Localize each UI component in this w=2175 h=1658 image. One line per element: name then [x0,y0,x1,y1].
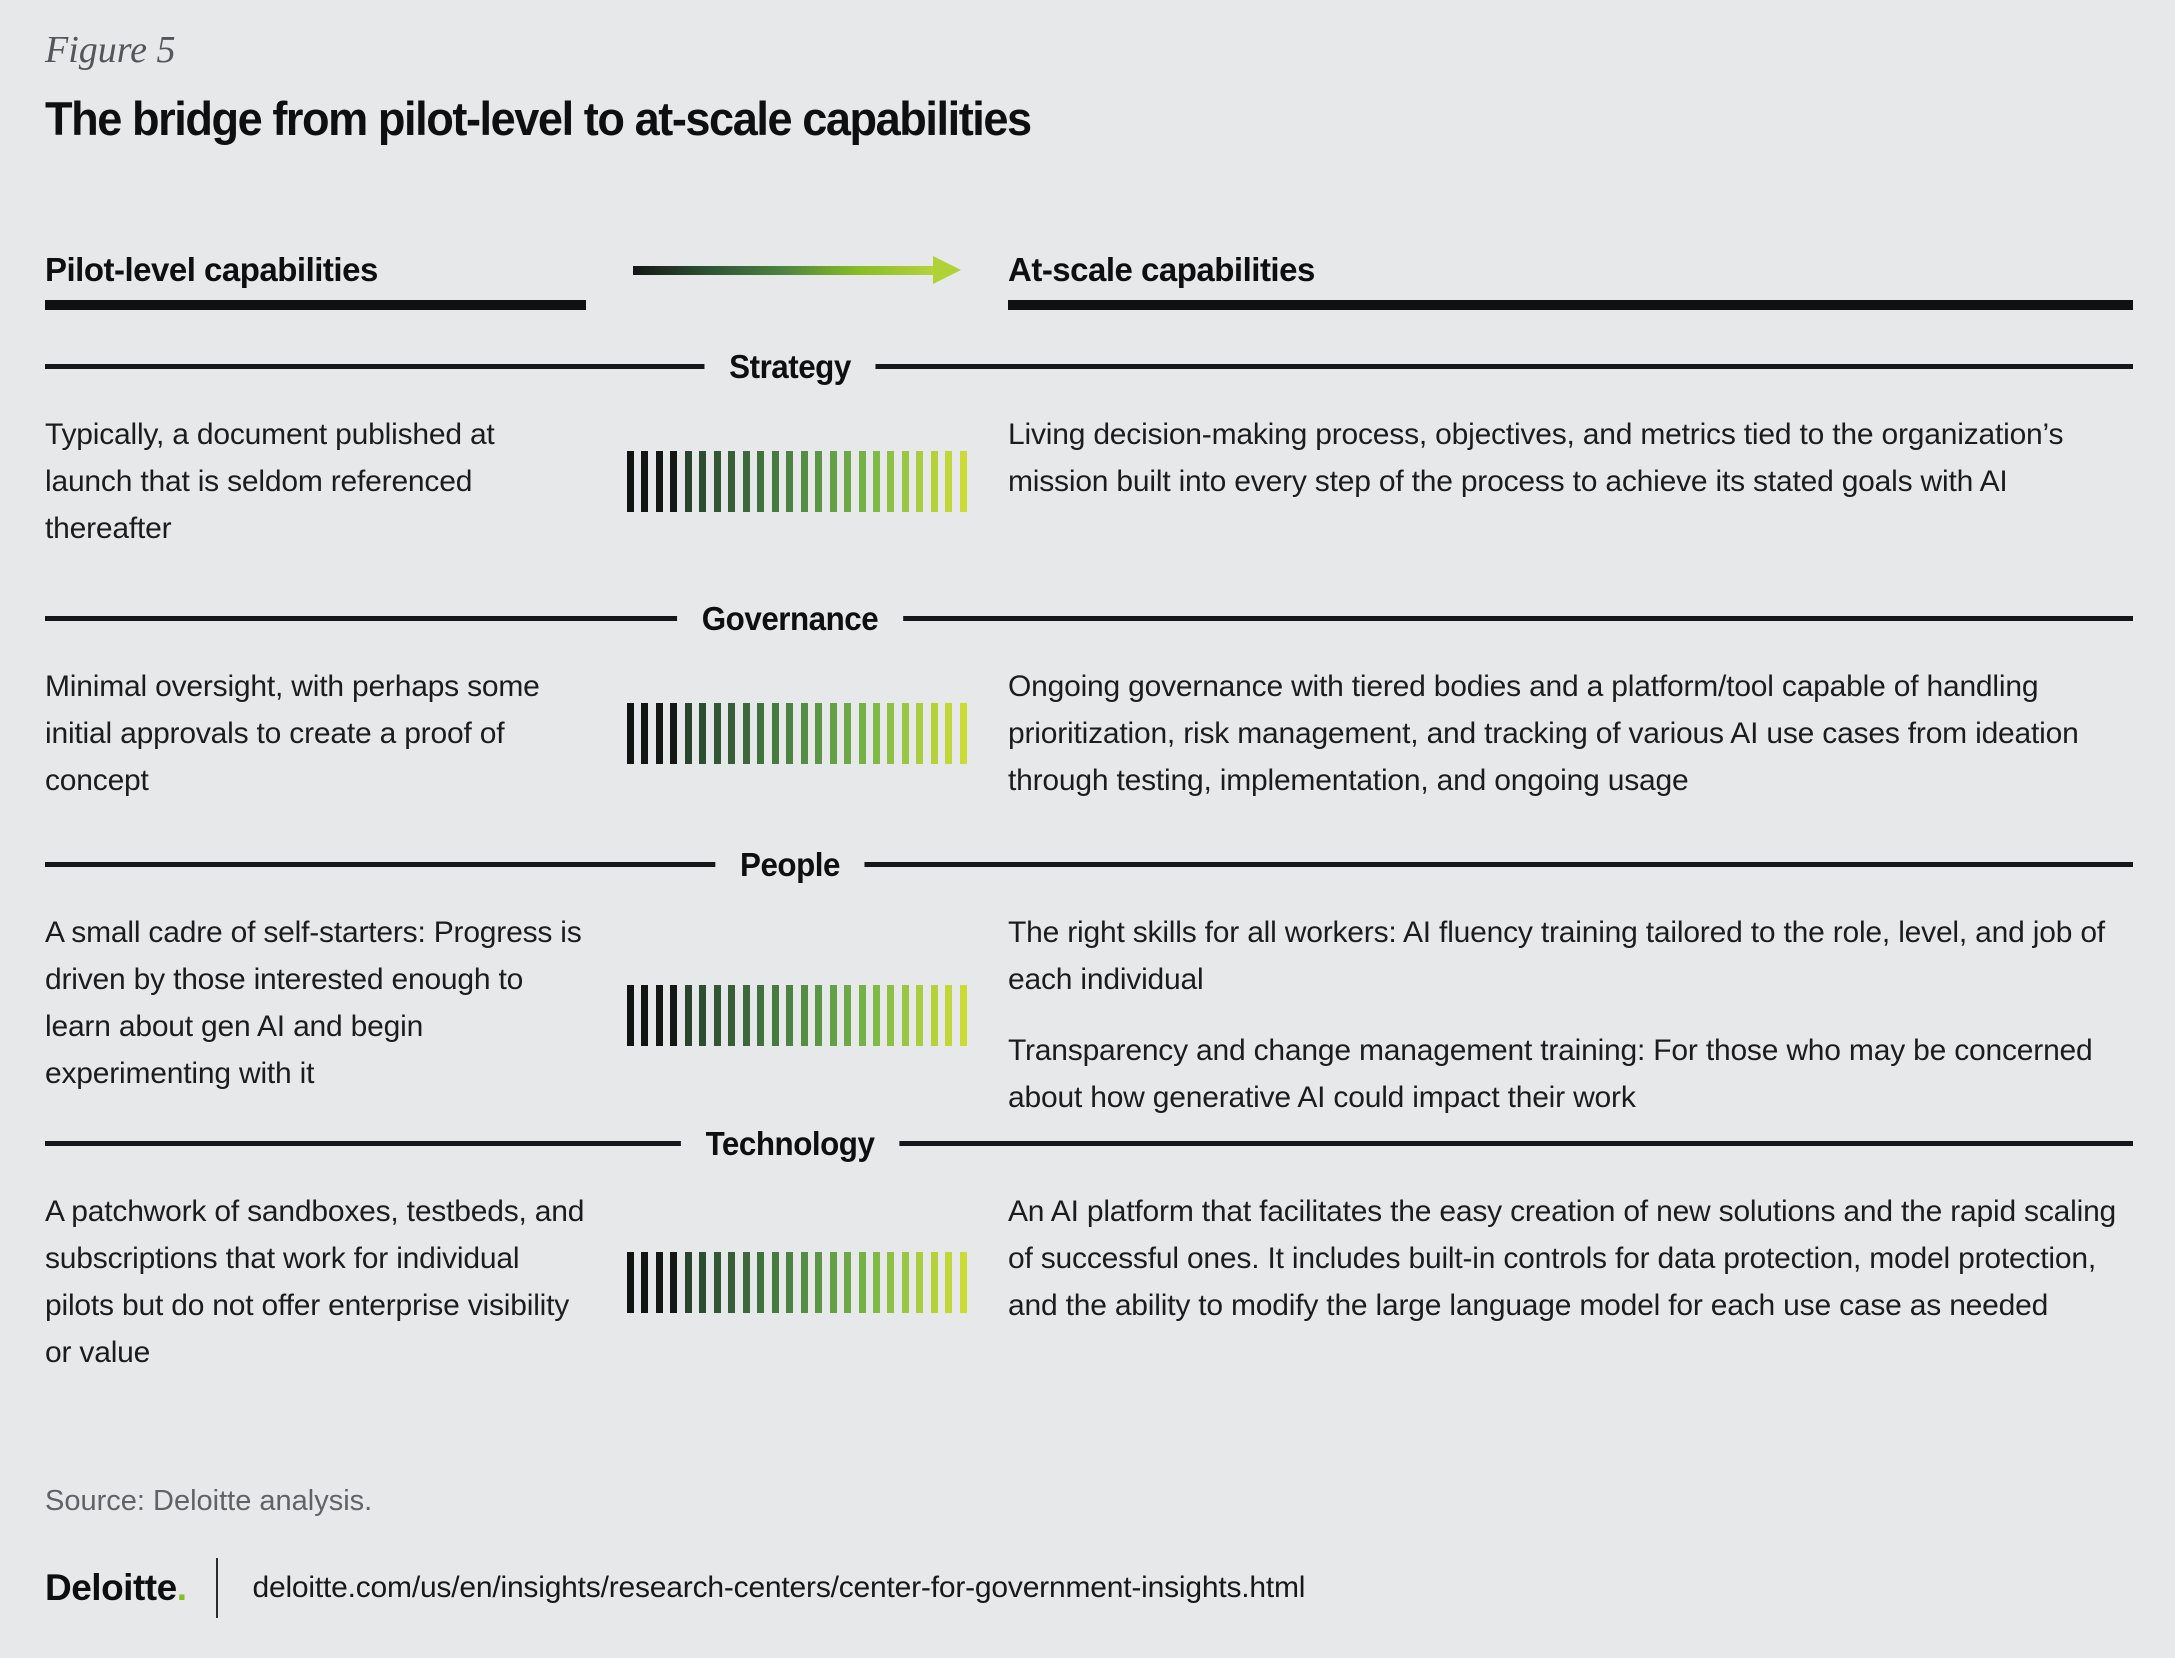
gradient-bar [641,703,648,764]
logo-green-dot: . [176,1567,187,1608]
pilot-capability-text: A patchwork of sandboxes, testbeds, and subscriptions that work for individual pilots but do not offer enterprise visibility or value [45,1195,585,1369]
gradient-bar [627,451,634,512]
gradient-bar [801,1252,808,1313]
gradient-bar [743,985,750,1046]
source-note: Source: Deloitte analysis. [45,1485,373,1517]
atscale-column-header [1008,250,2133,310]
gradient-bar [757,985,764,1046]
gradient-bar [931,703,938,764]
gradient-bar [699,1252,706,1313]
section-title: Strategy [704,347,875,387]
gradient-bar [786,703,793,764]
gradient-bar [960,1252,967,1313]
gradient-bar [960,985,967,1046]
gradient-bar [844,985,851,1046]
gradient-bar [801,451,808,512]
gradient-bar [815,451,822,512]
arrow-head-icon [933,256,961,284]
gradient-bar [670,1252,677,1313]
section-title: Governance [677,599,903,639]
section-title: Technology [681,1124,899,1164]
gradient-bar [685,1252,692,1313]
gradient-bar [685,703,692,764]
section-row [45,663,2133,804]
footer-divider-rule [216,1558,218,1618]
atscale-capability-text [1008,411,2133,505]
gradient-bar [786,451,793,512]
deloitte-logo [45,1567,186,1609]
gradient-bar [902,985,909,1046]
pilot-capability-text: Typically, a document published at launch that is seldom referenced thereafter [45,418,495,545]
gradient-bar [728,1252,735,1313]
gradient-bar [887,1252,894,1313]
sections-container [45,310,2133,1376]
gradient-bar [772,985,779,1046]
section-row [45,411,2133,552]
capability-section [45,599,2133,804]
gradient-bar [873,985,880,1046]
pilot-capability-text: A small cadre of self-starters: Progress is driven by those interested enough to learn about gen AI and begin experimenting with it [45,916,582,1090]
gradient-bar [801,985,808,1046]
pilot-column-header-label: Pilot-level capabilities [45,251,378,288]
gradient-bar [945,985,952,1046]
atscale-capability-text [1008,1188,2133,1329]
footer [45,1558,2133,1618]
transition-bars-graphic [627,451,967,512]
gradient-bar [859,985,866,1046]
gradient-bar [772,1252,779,1313]
gradient-bar [757,703,764,764]
gradient-bar [714,703,721,764]
gradient-bar [815,703,822,764]
gradient-bar [656,451,663,512]
section-divider-line [45,1124,2133,1162]
pilot-capability-text: Minimal oversight, with perhaps some initial approvals to create a proof of concept [45,670,540,797]
logo-wordmark: Deloitte [45,1567,177,1608]
gradient-bar [859,703,866,764]
gradient-bar [699,703,706,764]
pilot-column-header [45,250,586,310]
gradient-bar [627,703,634,764]
gradient-bar [728,703,735,764]
gradient-bar [844,703,851,764]
gradient-bar [815,1252,822,1313]
gradient-bar [830,985,837,1046]
gradient-bar [656,1252,663,1313]
gradient-bar [656,985,663,1046]
gradient-bar [743,703,750,764]
gradient-bar [728,451,735,512]
atscale-paragraph: The right skills for all workers: AI fluency training tailored to the role, level, and job of each individual [1008,916,2105,996]
gradient-bar [887,703,894,764]
atscale-capability-text [1008,663,2133,804]
gradient-bar [960,703,967,764]
gradient-bar [887,451,894,512]
atscale-paragraph: Ongoing governance with tiered bodies and a platform/tool capable of handling prioritization, risk management, and tracking of various AI use cases from ideation through testing, implementation, and ongoing usage [1008,670,2079,797]
gradient-bar [859,451,866,512]
transition-bars-graphic [627,703,967,764]
section-row [45,1188,2133,1376]
atscale-header-underline [1008,300,2133,310]
capability-section [45,347,2133,552]
section-divider-line [45,599,2133,637]
gradient-bar [699,985,706,1046]
gradient-bar [656,703,663,764]
gradient-bar [873,451,880,512]
gradient-bar [902,1252,909,1313]
atscale-column-header-label: At-scale capabilities [1008,251,1315,288]
section-title: People [715,845,864,885]
gradient-bar [931,985,938,1046]
column-headers [45,250,2133,310]
gradient-bar [844,1252,851,1313]
gradient-bar [945,1252,952,1313]
gradient-bar [743,451,750,512]
transition-arrow [586,250,1008,290]
gradient-bar [627,1252,634,1313]
gradient-bar [916,985,923,1046]
gradient-bar [801,703,808,764]
atscale-paragraph: An AI platform that facilitates the easy creation of new solutions and the rapid scaling of successful ones. It includes built-in controls for data protection, model protection, and the ability to modify the large language model for each use case as needed [1008,1195,2117,1322]
atscale-capability-text [1008,909,2133,1121]
gradient-bar [714,451,721,512]
gradient-bar [887,985,894,1046]
gradient-bar [699,451,706,512]
gradient-bar [728,985,735,1046]
atscale-paragraph: Transparency and change management training: For those who may be concerned about how generative AI could impact their work [1008,1034,2093,1114]
gradient-bar [786,1252,793,1313]
gradient-bar [757,451,764,512]
capability-section [45,1124,2133,1376]
gradient-bar [931,1252,938,1313]
gradient-bar [945,451,952,512]
section-divider-line [45,347,2133,385]
gradient-bar [830,1252,837,1313]
capability-section [45,845,2133,1121]
gradient-bar [786,985,793,1046]
gradient-bar [685,451,692,512]
gradient-bar [844,451,851,512]
gradient-bar [714,1252,721,1313]
footer-url[interactable]: deloitte.com/us/en/insights/research-centers/center-for-government-insights.html [252,1571,1306,1604]
gradient-bar [902,451,909,512]
section-row [45,909,2133,1121]
gradient-bar [960,451,967,512]
gradient-bar [670,451,677,512]
gradient-bar [902,703,909,764]
transition-bars-graphic [627,1252,967,1313]
gradient-bar [830,451,837,512]
gradient-bar [916,703,923,764]
gradient-bar [916,451,923,512]
pilot-header-underline [45,300,586,310]
gradient-bar [627,985,634,1046]
gradient-bar [772,703,779,764]
gradient-bar [945,703,952,764]
gradient-bar [859,1252,866,1313]
gradient-bar [830,703,837,764]
figure-label: Figure 5 [45,29,176,71]
gradient-bar [641,985,648,1046]
gradient-bar [815,985,822,1046]
gradient-bar [641,1252,648,1313]
gradient-bar [931,451,938,512]
section-divider-line [45,845,2133,883]
gradient-bar [714,985,721,1046]
gradient-bar [685,985,692,1046]
gradient-bar [873,1252,880,1313]
gradient-bar [670,985,677,1046]
transition-bars-graphic [627,985,967,1046]
arrow-shaft [633,266,933,275]
gradient-bar [772,451,779,512]
gradient-bar [670,703,677,764]
page-title: The bridge from pilot-level to at-scale capabilities [45,92,1031,145]
atscale-paragraph: Living decision-making process, objectives, and metrics tied to the organization’s mission built into every step of the process to achieve its stated goals with AI [1008,418,2064,498]
gradient-bar [757,1252,764,1313]
gradient-bar [916,1252,923,1313]
gradient-bar [743,1252,750,1313]
gradient-bar [873,703,880,764]
gradient-bar [641,451,648,512]
